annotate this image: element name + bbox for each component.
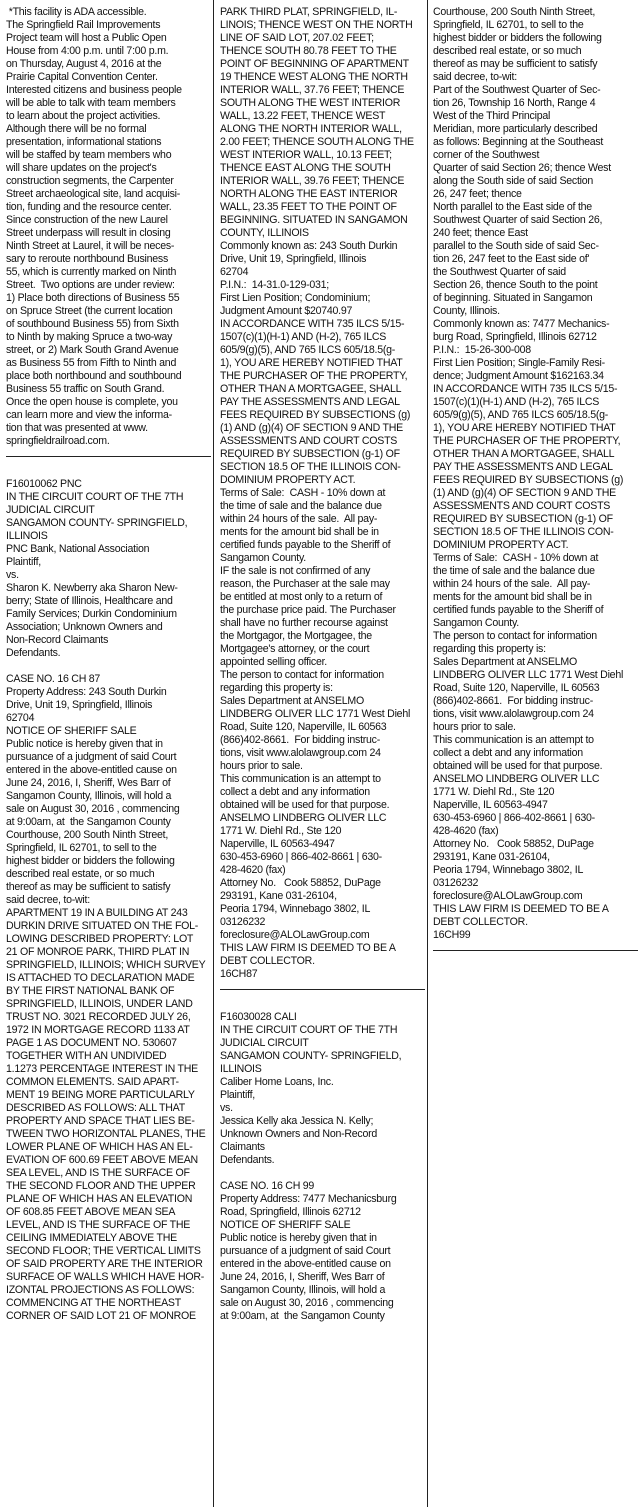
text-line: obtained will be used for that purpose. bbox=[433, 760, 603, 772]
text-line: 2.00 FEET; THENCE SOUTH ALONG THE bbox=[220, 136, 414, 148]
text-line: TRUST NO. 3021 RECORDED JULY 26, bbox=[6, 1011, 191, 1023]
text-line: tion 26, Township 16 North, Range 4 bbox=[433, 97, 596, 109]
text-line: 1771 W. Diehl Rd., Ste 120 bbox=[433, 786, 555, 798]
text-line: Commonly known as: 243 South Durkin bbox=[220, 240, 398, 252]
text-line: Attorney No. Cook 58852, DuPage bbox=[433, 838, 594, 850]
text-line: DURKIN DRIVE SITUATED ON THE FOL- bbox=[6, 920, 199, 932]
text-line: springfieldrailroad.com. bbox=[6, 435, 110, 447]
text-line: SPRINGFIELD, ILLINOIS, UNDER LAND bbox=[6, 998, 193, 1010]
text-line: Drive, Unit 19, Springfield, Illinois bbox=[220, 253, 367, 265]
text-line: Road, Springfield, Illinois 62712 bbox=[220, 1206, 361, 1218]
text-line: CORNER OF SAID LOT 21 OF MONROE bbox=[6, 1310, 196, 1322]
text-line: Sangamon County, Illinois, will hold a bbox=[220, 1284, 386, 1296]
text-line: FEES REQUIRED BY SUBSECTIONS (g) bbox=[220, 409, 411, 421]
text-line: said decree, to-wit: bbox=[433, 71, 517, 83]
text-line: SOUTH ALONG THE WEST INTERIOR bbox=[220, 97, 401, 109]
text-line: Drive, Unit 19, Springfield, Illinois bbox=[6, 699, 153, 711]
text-line: on Thursday, August 4, 2016 at the bbox=[6, 58, 162, 70]
text-line: Courthouse, 200 South Ninth Street, bbox=[433, 6, 596, 18]
text-line: JUDICIAL CIRCUIT bbox=[220, 1037, 309, 1049]
text-line: vs. bbox=[220, 1102, 233, 1114]
text-line: 605/9(g)(5), AND 765 ILCS 605/18.5(g- bbox=[433, 409, 609, 421]
column-2 bbox=[220, 6, 425, 1323]
text-line: North parallel to the East side of the bbox=[433, 201, 592, 213]
text-line: 240 feet; thence East bbox=[433, 227, 528, 239]
text-line: ASSESSMENTS AND COURT COSTS bbox=[220, 435, 398, 447]
text-line: Meridian, more particularly described bbox=[433, 123, 598, 135]
text-line bbox=[6, 465, 211, 478]
text-line: 1507(c)(1)(H-1) AND (H-2), 765 ILCS bbox=[220, 331, 387, 343]
text-line: SANGAMON COUNTY- SPRINGFIELD, bbox=[220, 1050, 402, 1062]
text-line: This communication is an attempt to bbox=[433, 734, 594, 746]
text-line: (1) AND (g)(4) OF SECTION 9 AND THE bbox=[433, 487, 616, 499]
text-line: IZONTAL PROJECTIONS AS FOLLOWS: bbox=[6, 1284, 195, 1296]
text-line: Defendants. bbox=[220, 1154, 275, 1166]
text-line: reason, the Purchaser at the sale may bbox=[220, 578, 390, 590]
text-line: Association; Unknown Owners and bbox=[6, 621, 163, 633]
text-line: (1) AND (g)(4) OF SECTION 9 AND THE bbox=[220, 422, 403, 434]
text-line: BY THE FIRST NATIONAL BANK OF bbox=[6, 985, 175, 997]
text-line: House from 4:00 p.m. until 7:00 p.m. bbox=[6, 45, 169, 57]
text-line: ANSELMO LINDBERG OLIVER LLC bbox=[433, 773, 600, 785]
text-line: (866)402-8661. For bidding instruc- bbox=[433, 695, 594, 707]
text-line: 03126232 bbox=[220, 916, 266, 928]
text-line: PAY THE ASSESSMENTS AND LEGAL bbox=[220, 396, 400, 408]
text-line: Sangamon County, Illinois, will hold a bbox=[6, 790, 172, 802]
text-line: West of the Third Principal bbox=[433, 110, 551, 122]
text-line: vs. bbox=[6, 569, 19, 581]
text-line: WEST INTERIOR WALL, 10.13 FEET; bbox=[220, 149, 392, 161]
text-line: PNC Bank, National Association bbox=[6, 543, 150, 555]
text-line: shall have no further recourse against bbox=[220, 617, 388, 629]
text-line: JUDICIAL CIRCUIT bbox=[6, 504, 95, 516]
text-line: pursuance of a judgment of said Court bbox=[220, 1245, 391, 1257]
text-line: within 24 hours of the sale. All pay- bbox=[433, 578, 591, 590]
text-line: tions, visit www.alolawgroup.com 24 bbox=[433, 708, 594, 720]
text-line: THE PURCHASER OF THE PROPERTY, bbox=[433, 435, 621, 447]
text-line: 630-453-6960 | 866-402-8661 | 630- bbox=[220, 851, 382, 863]
text-line: June 24, 2016, I, Sheriff, Wes Barr of bbox=[220, 1271, 385, 1283]
text-line: Naperville, IL 60563-4947 bbox=[433, 799, 548, 811]
text-line: SECTION 18.5 OF THE ILLINOIS CON- bbox=[433, 526, 614, 538]
text-line: will be able to talk with team members bbox=[6, 97, 176, 109]
text-line: The person to contact for information bbox=[220, 669, 384, 681]
text-line: ILLINOIS bbox=[220, 1063, 262, 1075]
text-line: WALL, 23.35 FEET TO THE POINT OF bbox=[220, 201, 397, 213]
text-line: IN THE CIRCUIT COURT OF THE 7TH bbox=[6, 491, 184, 503]
text-line: said decree, to-wit: bbox=[6, 894, 90, 906]
text-line: PAGE 1 AS DOCUMENT NO. 530607 bbox=[6, 1037, 177, 1049]
text-line: the Mortgagor, the Mortgagee, the bbox=[220, 630, 372, 642]
text-line: IN ACCORDANCE WITH 735 ILCS 5/15- bbox=[220, 318, 405, 330]
text-line: ALONG THE NORTH INTERIOR WALL, bbox=[220, 123, 402, 135]
text-line: presentation, informational stations bbox=[6, 136, 162, 148]
text-line: Property Address: 243 South Durkin bbox=[6, 686, 167, 698]
text-line: DEBT COLLECTOR. bbox=[220, 955, 315, 967]
text-line: BEGINNING. SITUATED IN SANGAMON bbox=[220, 214, 408, 226]
text-line: corner of the Southwest bbox=[433, 149, 540, 161]
text-line: thereof as may be sufficient to satisfy bbox=[433, 58, 598, 70]
text-line: 1972 IN MORTGAGE RECORD 1133 AT bbox=[6, 1024, 190, 1036]
text-line: appointed selling officer. bbox=[220, 656, 327, 668]
text-line: regarding this property is: bbox=[433, 643, 546, 655]
text-line: place both northbound and southbound bbox=[6, 370, 182, 382]
text-line: MENT 19 BEING MORE PARTICULARLY bbox=[6, 1089, 195, 1101]
text-line: PROPERTY AND SPACE THAT LIES BE- bbox=[6, 1115, 195, 1127]
text-line: berry; State of Illinois, Healthcare and bbox=[6, 595, 173, 607]
text-line: street, or 2) Mark South Grand Avenue bbox=[6, 344, 179, 356]
text-line: NOTICE OF SHERIFF SALE bbox=[6, 725, 137, 737]
text-line: PAY THE ASSESSMENTS AND LEGAL bbox=[433, 461, 613, 473]
text-line: 1) Place both directions of Business 55 bbox=[6, 292, 180, 304]
text-line: tion that was presented at www. bbox=[6, 422, 148, 434]
text-line: Unknown Owners and Non-Record bbox=[220, 1128, 378, 1140]
text-line: The Springfield Rail Improvements bbox=[6, 19, 161, 31]
text-line: 19 THENCE WEST ALONG THE NORTH bbox=[220, 71, 408, 83]
text-line: Sangamon County. bbox=[433, 617, 519, 629]
text-line: will be staffed by team members who bbox=[6, 149, 172, 161]
text-line: obtained will be used for that purpose. bbox=[220, 799, 390, 811]
text-line: Commonly known as: 7477 Mechanics- bbox=[433, 318, 610, 330]
text-line: foreclosure@ALOLawGroup.com bbox=[220, 929, 370, 941]
text-line: as follows: Beginning at the Southeast bbox=[433, 136, 604, 148]
text-line: LEVEL, AND IS THE SURFACE OF THE bbox=[6, 1219, 191, 1231]
text-line: FEES REQUIRED BY SUBSECTIONS (g) bbox=[433, 474, 624, 486]
text-line: 1.1273 PERCENTAGE INTEREST IN THE bbox=[6, 1063, 198, 1075]
text-line: June 24, 2016, I, Sheriff, Wes Barr of bbox=[6, 777, 171, 789]
notice-block bbox=[6, 465, 211, 1323]
text-line: PLANE OF WHICH HAS AN ELEVATION bbox=[6, 1193, 193, 1205]
text-line: ILLINOIS bbox=[6, 530, 48, 542]
text-line: LINOIS; THENCE WEST ON THE NORTH bbox=[220, 19, 413, 31]
text-line: COUNTY, ILLINOIS bbox=[220, 227, 309, 239]
text-line: of beginning. Situated in Sangamon bbox=[433, 292, 593, 304]
notice-block bbox=[220, 6, 425, 981]
text-line: DESCRIBED AS FOLLOWS: ALL THAT bbox=[6, 1102, 185, 1114]
text-line: THIS LAW FIRM IS DEEMED TO BE A bbox=[220, 942, 396, 954]
text-line: SEA LEVEL, AND IS THE SURFACE OF bbox=[6, 1167, 190, 1179]
section-divider bbox=[6, 456, 211, 457]
text-line: Southwest Quarter of said Section 26, bbox=[433, 214, 603, 226]
text-line: OTHER THAN A MORTGAGEE, SHALL bbox=[220, 383, 402, 395]
text-line: Peoria 1794, Winnebago 3802, IL bbox=[220, 903, 371, 915]
section-divider bbox=[433, 950, 638, 951]
text-line: F16030028 CALI bbox=[220, 1011, 297, 1023]
text-line: County, Illinois. bbox=[433, 305, 500, 317]
text-line: OF 608.85 FEET ABOVE MEAN SEA bbox=[6, 1206, 176, 1218]
text-line: Caliber Home Loans, Inc. bbox=[220, 1076, 334, 1088]
text-line: (866)402-8661. For bidding instruc- bbox=[220, 734, 381, 746]
text-line: IS ATTACHED TO DECLARATION MADE bbox=[6, 972, 195, 984]
text-line: burg Road, Springfield, Illinois 62712 bbox=[433, 331, 597, 343]
text-line: Since construction of the new Laurel bbox=[6, 214, 168, 226]
text-line: of southbound Business 55) from Sixth bbox=[6, 318, 179, 330]
text-line: LOWING DESCRIBED PROPERTY: LOT bbox=[6, 933, 194, 945]
text-line: hours prior to sale. bbox=[220, 760, 303, 772]
text-line: Plaintiff, bbox=[220, 1089, 255, 1101]
text-line: P.I.N.: 15-26-300-008 bbox=[433, 344, 531, 356]
text-line: SECTION 18.5 OF THE ILLINOIS CON- bbox=[220, 461, 401, 473]
column-divider-2 bbox=[427, 0, 428, 1507]
text-line: the purchase price paid. The Purchaser bbox=[220, 604, 396, 616]
text-line: Quarter of said Section 26; thence West bbox=[433, 162, 611, 174]
text-line: at 9:00am, at the Sangamon County bbox=[220, 1310, 385, 1322]
text-line: 21 OF MONROE PARK, THIRD PLAT IN bbox=[6, 946, 190, 958]
text-line: PARK THIRD PLAT, SPRINGFIELD, IL- bbox=[220, 6, 398, 18]
text-line bbox=[220, 1167, 425, 1180]
notice-block bbox=[6, 6, 211, 448]
text-line: Sales Department at ANSELMO bbox=[433, 656, 577, 668]
text-line: pursuance of a judgment of said Court bbox=[6, 751, 177, 763]
text-line: Section 26, thence South to the point bbox=[433, 279, 598, 291]
text-line: WALL, 13.22 FEET, THENCE WEST bbox=[220, 110, 386, 122]
text-line: 428-4620 (fax) bbox=[433, 825, 499, 837]
text-line: be entitled at most only to a return of bbox=[220, 591, 383, 603]
text-line: 605/9(g)(5), AND 765 ILCS 605/18.5(g- bbox=[220, 344, 396, 356]
text-line: 03126232 bbox=[433, 877, 479, 889]
text-line: THIS LAW FIRM IS DEEMED TO BE A bbox=[433, 903, 609, 915]
text-line: collect a debt and any information bbox=[220, 786, 370, 798]
text-line: LOWER PLANE OF WHICH HAS AN EL- bbox=[6, 1141, 193, 1153]
text-line: P.I.N.: 14-31.0-129-031; bbox=[220, 279, 329, 291]
text-line: certified funds payable to the Sheriff of bbox=[220, 539, 391, 551]
text-line: certified funds payable to the Sheriff of bbox=[433, 604, 604, 616]
text-line: Street. Two options are under review: bbox=[6, 279, 175, 291]
text-line: 62704 bbox=[220, 266, 249, 278]
text-line: within 24 hours of the sale. All pay- bbox=[220, 513, 378, 525]
text-line: 16CH87 bbox=[220, 968, 258, 980]
text-line: as Business 55 from Fifth to Ninth and bbox=[6, 357, 177, 369]
text-line: COMMENCING AT THE NORTHEAST bbox=[6, 1297, 181, 1309]
text-line: SANGAMON COUNTY- SPRINGFIELD, bbox=[6, 517, 188, 529]
text-line: 62704 bbox=[6, 712, 35, 724]
text-line: 1771 W. Diehl Rd., Ste 120 bbox=[220, 825, 342, 837]
text-line: Street underpass will result in closing bbox=[6, 227, 171, 239]
text-line: Sharon K. Newberry aka Sharon New- bbox=[6, 582, 178, 594]
text-line: to learn about the project activities. bbox=[6, 110, 161, 122]
text-line: IN THE CIRCUIT COURT OF THE 7TH bbox=[220, 1024, 398, 1036]
text-line: Once the open house is complete, you bbox=[6, 396, 178, 408]
text-line: Non-Record Claimants bbox=[6, 634, 109, 646]
text-line: SURFACE OF WALLS WHICH HAVE HOR- bbox=[6, 1271, 205, 1283]
text-line: LINDBERG OLIVER LLC 1771 West Diehl bbox=[433, 669, 624, 681]
text-line: Road, Suite 120, Naperville, IL 60563 bbox=[220, 721, 387, 733]
text-line: CASE NO. 16 CH 99 bbox=[220, 1180, 315, 1192]
text-line: Public notice is hereby given that in bbox=[220, 1232, 377, 1244]
text-line: Sales Department at ANSELMO bbox=[220, 695, 364, 707]
text-line: 1), YOU ARE HEREBY NOTIFIED THAT bbox=[220, 357, 403, 369]
text-line: CEILING IMMEDIATELY ABOVE THE bbox=[6, 1232, 177, 1244]
text-line: Prairie Capital Convention Center. bbox=[6, 71, 158, 83]
text-line: POINT OF BEGINNING OF APARTMENT bbox=[220, 58, 409, 70]
text-line: 16CH99 bbox=[433, 929, 471, 941]
text-line: OTHER THAN A MORTGAGEE, SHALL bbox=[433, 448, 615, 460]
text-line: APARTMENT 19 IN A BUILDING AT 243 bbox=[6, 907, 188, 919]
text-line: at 9:00am, at the Sangamon County bbox=[6, 816, 171, 828]
text-line: IN ACCORDANCE WITH 735 ILCS 5/15- bbox=[433, 383, 618, 395]
text-line: the time of sale and the balance due bbox=[433, 565, 595, 577]
text-line: REQUIRED BY SUBSECTION (g-1) OF bbox=[220, 448, 400, 460]
text-line: entered in the above-entitled cause on bbox=[220, 1258, 391, 1270]
text-line: DOMINIUM PROPERTY ACT. bbox=[220, 474, 356, 486]
text-line: Street archaeological site, land acquisi- bbox=[6, 188, 181, 200]
column-divider-1 bbox=[213, 0, 214, 1507]
text-line: tions, visit www.alolawgroup.com 24 bbox=[220, 747, 381, 759]
text-line: the Southwest Quarter of said bbox=[433, 266, 566, 278]
text-line: Project team will host a Public Open bbox=[6, 32, 167, 44]
text-line: Road, Suite 120, Naperville, IL 60563 bbox=[433, 682, 600, 694]
text-line: Part of the Southwest Quarter of Sec- bbox=[433, 84, 601, 96]
text-line: Interested citizens and business people bbox=[6, 84, 182, 96]
text-line: Terms of Sale: CASH - 10% down at bbox=[433, 552, 599, 564]
text-line: ments for the amount bid shall be in bbox=[433, 591, 592, 603]
text-line: First Lien Position; Single-Family Resi- bbox=[433, 357, 605, 369]
text-line: tion 26, 247 feet to the East side of' bbox=[433, 253, 590, 265]
text-line: Judgment Amount $20740.97 bbox=[220, 305, 353, 317]
text-line: Springfield, IL 62701, to sell to the bbox=[433, 19, 584, 31]
text-line: Mortgagee's attorney, or the court bbox=[220, 643, 370, 655]
text-line: ASSESSMENTS AND COURT COSTS bbox=[433, 500, 611, 512]
text-line: Naperville, IL 60563-4947 bbox=[220, 838, 335, 850]
text-line: described real estate, or so much bbox=[6, 868, 155, 880]
text-line: DEBT COLLECTOR. bbox=[433, 916, 528, 928]
notice-block bbox=[433, 6, 638, 942]
text-line: Terms of Sale: CASH - 10% down at bbox=[220, 487, 386, 499]
text-line: sale on August 30, 2016 , commencing bbox=[6, 803, 180, 815]
text-line: Ninth Street at Laurel, it will be neces- bbox=[6, 240, 175, 252]
text-line: THENCE SOUTH 80.78 FEET TO THE bbox=[220, 45, 397, 57]
text-line: the time of sale and the balance due bbox=[220, 500, 382, 512]
text-line: The person to contact for information bbox=[433, 630, 597, 642]
text-line: highest bidder or bidders the following bbox=[433, 32, 602, 44]
text-line: dence; Judgment Amount $162163.34 bbox=[433, 370, 604, 382]
text-line: Public notice is hereby given that in bbox=[6, 738, 163, 750]
text-line: TWEEN TWO HORIZONTAL PLANES, THE bbox=[6, 1128, 206, 1140]
text-line: THE PURCHASER OF THE PROPERTY, bbox=[220, 370, 408, 382]
text-line: Family Services; Durkin Condominium bbox=[6, 608, 177, 620]
text-line: COMMON ELEMENTS. SAID APART- bbox=[6, 1076, 179, 1088]
text-line: NORTH ALONG THE EAST INTERIOR bbox=[220, 188, 398, 200]
text-line: tion, funding and the resource center. bbox=[6, 201, 172, 213]
text-line: THENCE EAST ALONG THE SOUTH bbox=[220, 162, 391, 174]
text-line: REQUIRED BY SUBSECTION (g-1) OF bbox=[433, 513, 613, 525]
text-line: entered in the above-entitled cause on bbox=[6, 764, 177, 776]
text-line: 1), YOU ARE HEREBY NOTIFIED THAT bbox=[433, 422, 616, 434]
text-line: sary to reroute northbound Business bbox=[6, 253, 169, 265]
text-line: 293191, Kane 031-26104, bbox=[433, 851, 550, 863]
text-line: construction segments, the Carpenter bbox=[6, 175, 174, 187]
text-line: foreclosure@ALOLawGroup.com bbox=[433, 890, 583, 902]
text-line: Springfield, IL 62701, to sell to the bbox=[6, 842, 157, 854]
text-line: sale on August 30, 2016 , commencing bbox=[220, 1297, 394, 1309]
text-line: Attorney No. Cook 58852, DuPage bbox=[220, 877, 381, 889]
text-line: Although there will be no formal bbox=[6, 123, 147, 135]
section-divider bbox=[220, 989, 425, 990]
text-line: 55, which is currently marked on Ninth bbox=[6, 266, 177, 278]
text-line: TOGETHER WITH AN UNDIVIDED bbox=[6, 1050, 167, 1062]
text-line: highest bidder or bidders the following bbox=[6, 855, 175, 867]
text-line: CASE NO. 16 CH 87 bbox=[6, 673, 101, 685]
text-line: 26, 247 feet; thence bbox=[433, 188, 522, 200]
text-line: Plaintiff, bbox=[6, 556, 41, 568]
text-line: on Spruce Street (the current location bbox=[6, 305, 173, 317]
text-line: F16010062 PNC bbox=[6, 478, 82, 490]
text-line: Jessica Kelly aka Jessica N. Kelly; bbox=[220, 1115, 374, 1127]
text-line: First Lien Position; Condominium; bbox=[220, 292, 371, 304]
text-line: hours prior to sale. bbox=[433, 721, 516, 733]
text-line: described real estate, or so much bbox=[433, 45, 582, 57]
text-line: 428-4620 (fax) bbox=[220, 864, 286, 876]
text-line: Peoria 1794, Winnebago 3802, IL bbox=[433, 864, 584, 876]
text-line: along the South side of said Section bbox=[433, 175, 594, 187]
text-line: ANSELMO LINDBERG OLIVER LLC bbox=[220, 812, 387, 824]
text-line: ments for the amount bid shall be in bbox=[220, 526, 379, 538]
text-line: thereof as may be sufficient to satisfy bbox=[6, 881, 171, 893]
text-line bbox=[220, 998, 425, 1011]
text-line: can learn more and view the informa- bbox=[6, 409, 172, 421]
text-line: Sangamon County. bbox=[220, 552, 306, 564]
text-line: collect a debt and any information bbox=[433, 747, 583, 759]
text-line: to Ninth by making Spruce a two-way bbox=[6, 331, 173, 343]
text-line: EVATION OF 600.69 FEET ABOVE MEAN bbox=[6, 1154, 198, 1166]
text-line: SECOND FLOOR; THE VERTICAL LIMITS bbox=[6, 1245, 201, 1257]
text-line: parallel to the South side of said Sec- bbox=[433, 240, 599, 252]
text-line: regarding this property is: bbox=[220, 682, 333, 694]
text-line: will share updates on the project's bbox=[6, 162, 157, 174]
notice-block bbox=[220, 998, 425, 1323]
text-line: IF the sale is not confirmed of any bbox=[220, 565, 371, 577]
text-line bbox=[6, 660, 211, 673]
text-line: DOMINIUM PROPERTY ACT. bbox=[433, 539, 569, 551]
text-line: SPRINGFIELD, ILLINOIS; WHICH SURVEY bbox=[6, 959, 206, 971]
text-line: Courthouse, 200 South Ninth Street, bbox=[6, 829, 169, 841]
column-3 bbox=[433, 6, 638, 959]
text-line: INTERIOR WALL, 39.76 FEET; THENCE bbox=[220, 175, 405, 187]
text-line: Claimants bbox=[220, 1141, 265, 1153]
text-line: LINDBERG OLIVER LLC 1771 West Diehl bbox=[220, 708, 411, 720]
text-line: NOTICE OF SHERIFF SALE bbox=[220, 1219, 351, 1231]
text-line: Defendants. bbox=[6, 647, 61, 659]
text-line: *This facility is ADA accessible. bbox=[6, 6, 147, 18]
text-line: LINE OF SAID LOT, 207.02 FEET; bbox=[220, 32, 374, 44]
text-line: 1507(c)(1)(H-1) AND (H-2), 765 ILCS bbox=[433, 396, 600, 408]
text-line: Property Address: 7477 Mechanicsburg bbox=[220, 1193, 397, 1205]
text-line: 630-453-6960 | 866-402-8661 | 630- bbox=[433, 812, 595, 824]
text-line: INTERIOR WALL, 37.76 FEET; THENCE bbox=[220, 84, 405, 96]
column-1 bbox=[6, 6, 211, 1323]
text-line: OF SAID PROPERTY ARE THE INTERIOR bbox=[6, 1258, 203, 1270]
text-line: Business 55 traffic on South Grand. bbox=[6, 383, 165, 395]
text-line: THE SECOND FLOOR AND THE UPPER bbox=[6, 1180, 196, 1192]
text-line: 293191, Kane 031-26104, bbox=[220, 890, 337, 902]
text-line: This communication is an attempt to bbox=[220, 773, 381, 785]
